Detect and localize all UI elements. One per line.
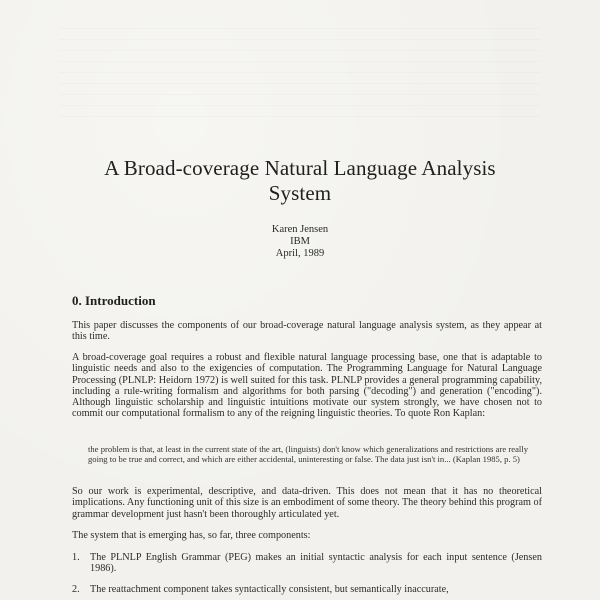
title-line-2: System	[268, 181, 332, 205]
list-number: 1.	[72, 552, 80, 563]
list-item	[72, 584, 542, 595]
byline	[0, 224, 600, 260]
list-item	[72, 552, 542, 575]
faint-show-through	[60, 28, 540, 118]
paragraph-3: So our work is experimental, descriptive, and data-driven. This does not mean that it has no theoretical implications. Any functioning unit of this size is an embodiment of some theory. The theory behind this program of grammar development just hasn't been thoroughly articulated yet.	[72, 486, 542, 520]
list-text: The PLNLP English Grammar (PEG) makes an initial syntactic analysis for each input sentence (Jensen 1986).	[90, 552, 542, 575]
list-text: The reattachment component takes syntactically consistent, but semantically inaccurate,	[90, 584, 449, 595]
paragraph-2: A broad-coverage goal requires a robust and flexible natural language processing base, one that is adaptable to linguistic needs and also to the exigencies of computation. The Programming Language for Natural Language Processing (PLNLP: Heidorn 1972) is well suited for this task. PLNLP provides a general programming capability, including a rule-writing formalism and algorithms for both parsing ("decoding") and generation ("encoding"). Although linguistic scholarship and linguistic intuitions motivate our system strongly, we have chosen not to commit our computational formalism to any of the reigning linguistic theories. To quote Ron Kaplan:	[72, 352, 542, 420]
author-affiliation: IBM	[290, 236, 310, 247]
paragraph-4: The system that is emerging has, so far, three components:	[72, 530, 311, 541]
block-quote: the problem is that, at least in the current state of the art, (linguists) don't know which generalizations and restrictions are really going to be true and correct, and which are either accidental, uninteresting or false. The data just isn't in... (Kaplan 1985, p. 5)	[88, 444, 528, 465]
paper-date: April, 1989	[275, 248, 325, 259]
section-heading: 0. Introduction	[72, 293, 156, 308]
paper-title	[0, 156, 600, 206]
author-name: Karen Jensen	[271, 224, 329, 235]
title-line-1: A Broad-coverage Natural Language Analysis	[104, 156, 496, 180]
paragraph-1: This paper discusses the components of our broad-coverage natural language analysis system, as they appear at this time.	[72, 320, 542, 343]
list-number: 2.	[72, 584, 80, 595]
